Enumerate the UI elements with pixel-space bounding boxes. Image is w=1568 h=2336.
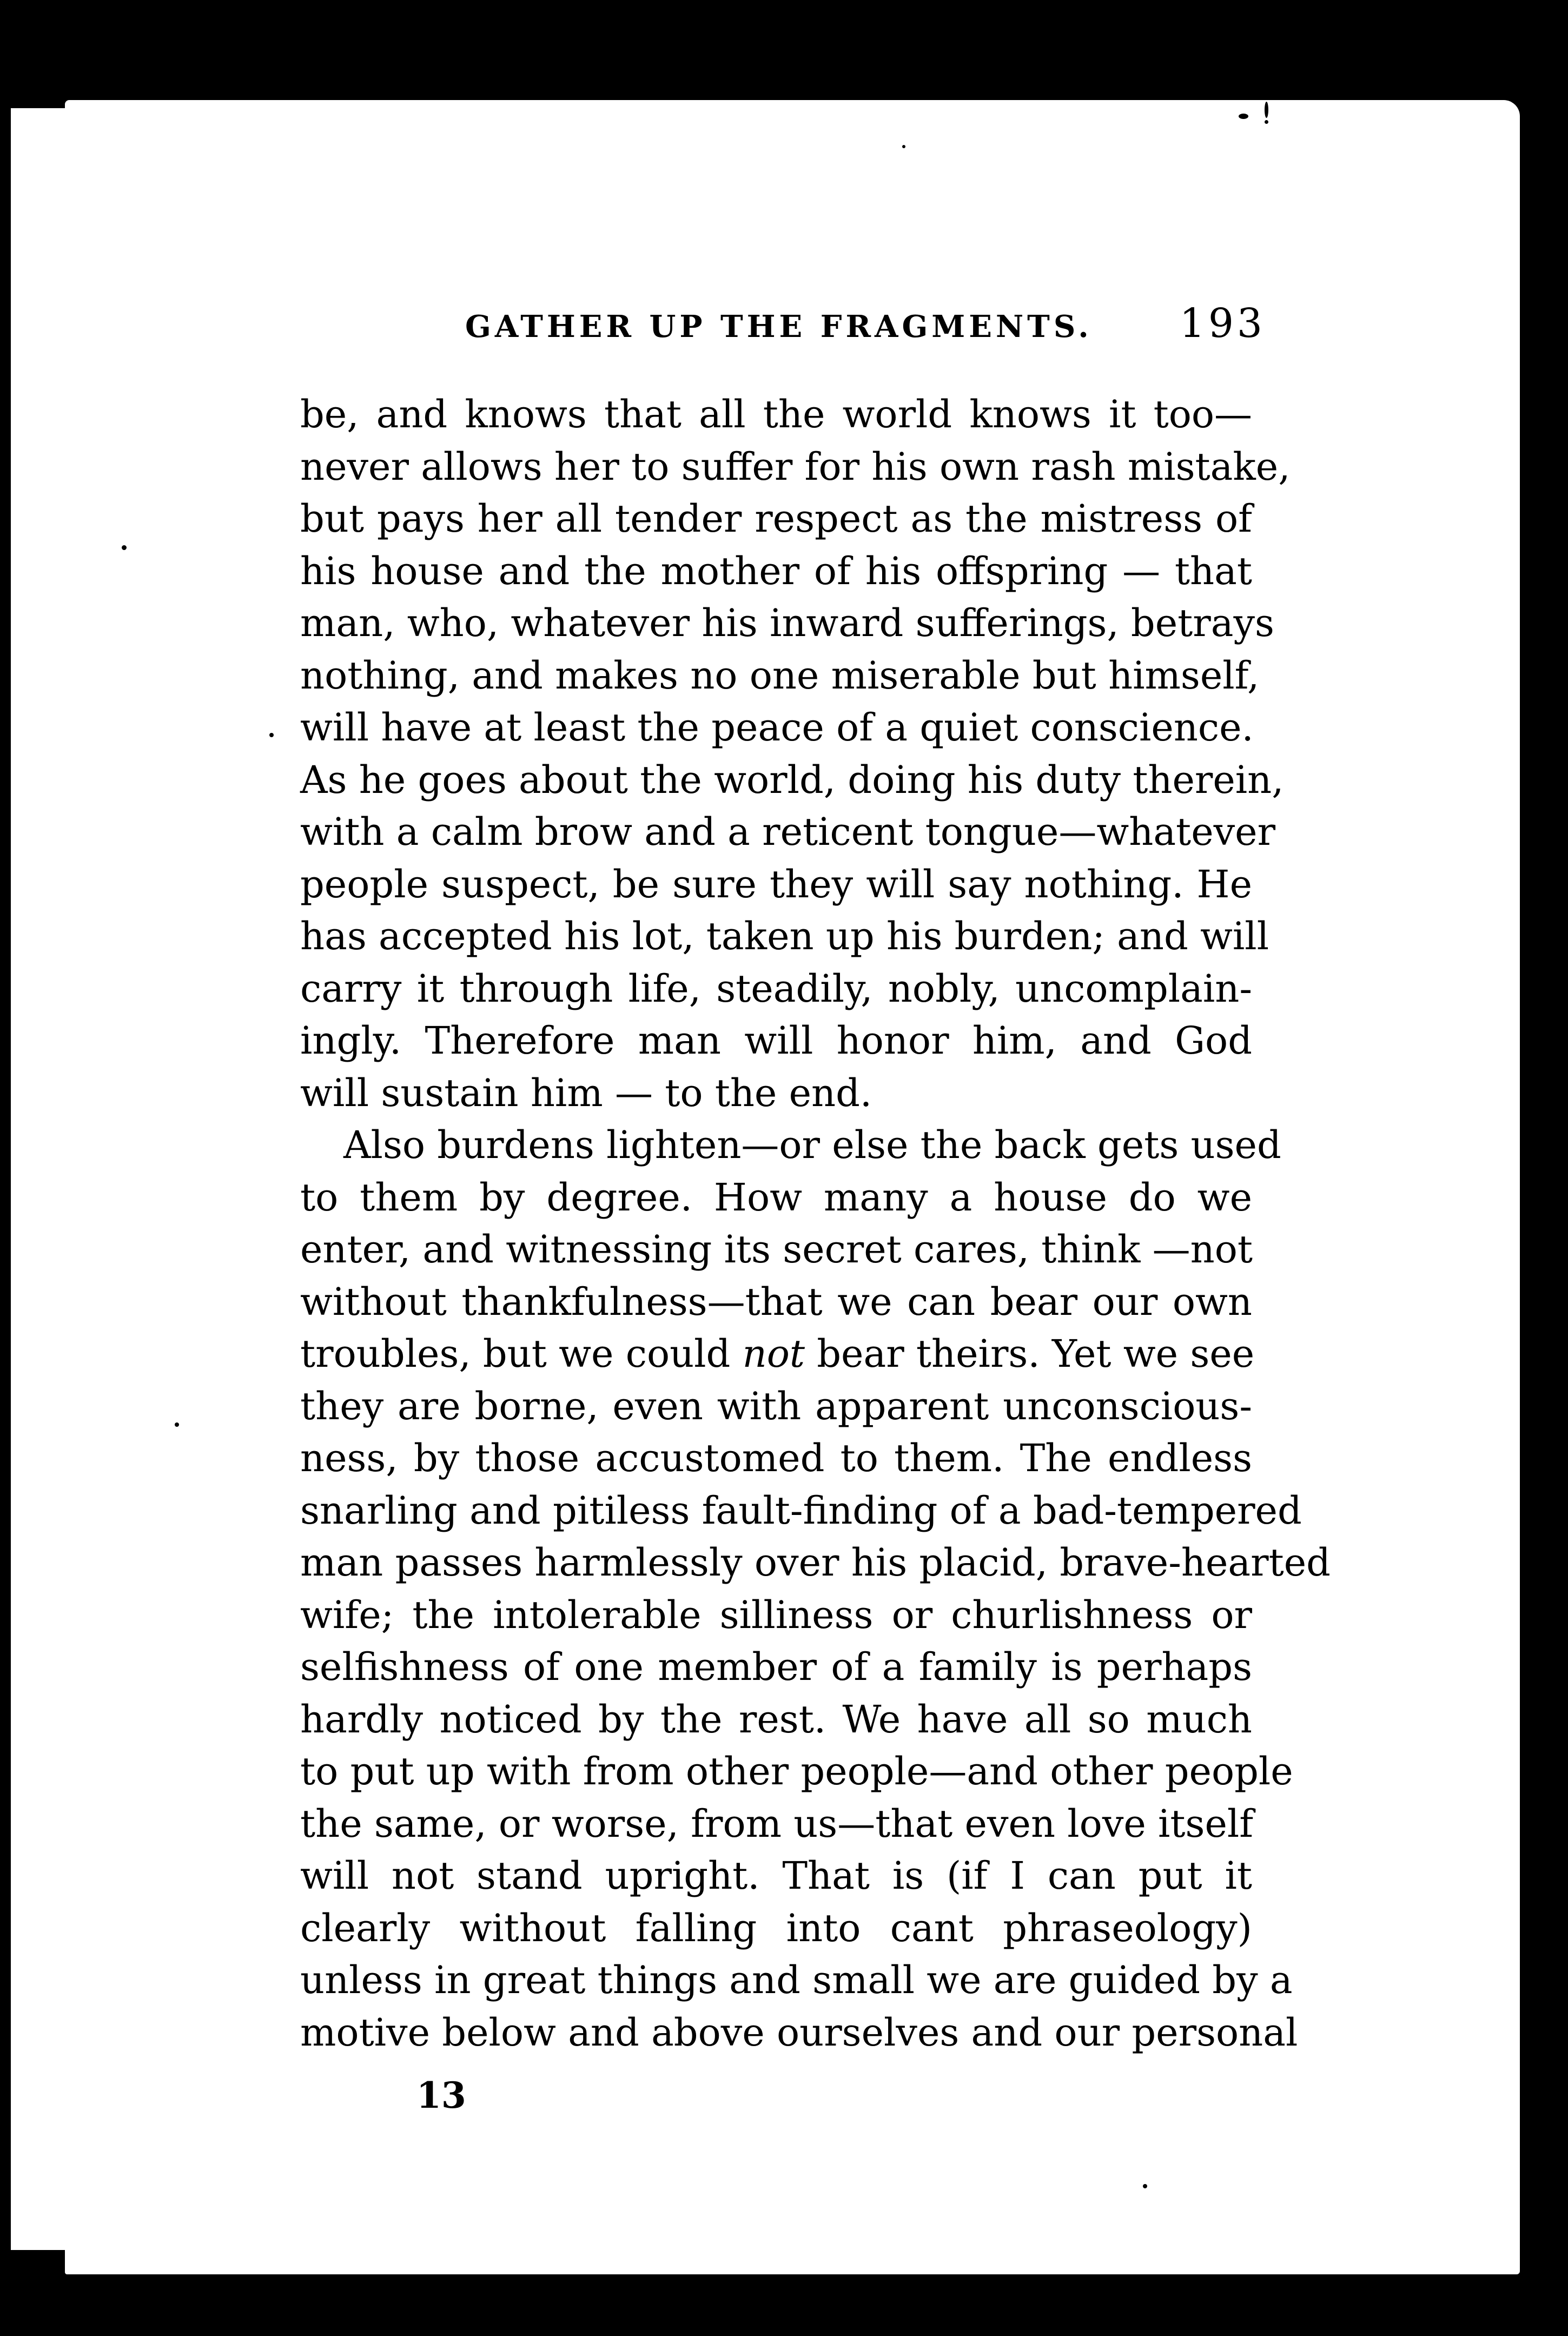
- paragraph-1: [300, 388, 1291, 1119]
- text-line: his house and the mother of his offspring — that: [300, 548, 1252, 593]
- text-line: hardly noticed by the rest. We have all so much: [300, 1697, 1252, 1742]
- running-head: [465, 300, 1266, 360]
- text-line-with-italic: [300, 1328, 1255, 1380]
- page-binding-edge: [11, 108, 65, 2250]
- text-line: motive below and above ourselves and our personal: [300, 2010, 1298, 2055]
- scan-speck: [1265, 120, 1268, 124]
- scan-speck: [1239, 114, 1248, 119]
- scan-speck: [1143, 2184, 1147, 2188]
- text-line: never allows her to suffer for his own rash mistake,: [300, 444, 1291, 489]
- text-line: wife; the intolerable silliness or churlishness or: [300, 1592, 1252, 1637]
- text-line: but pays her all tender respect as the mistress of: [300, 497, 1252, 541]
- page-number: 193: [1179, 300, 1266, 347]
- signature-mark: 13: [416, 2074, 466, 2116]
- running-title: GATHER UP THE FRAGMENTS.: [465, 309, 1093, 345]
- text-line: without thankfulness—that we can bear our own: [300, 1279, 1252, 1324]
- text-line: man passes harmlessly over his placid, brave-hearted: [300, 1540, 1331, 1585]
- text-line: clearly without falling into cant phraseology): [300, 1905, 1252, 1950]
- text-line: As he goes about the world, doing his duty therein,: [300, 757, 1284, 802]
- text-line: people suspect, be sure they will say nothing. He: [300, 862, 1252, 906]
- text-line: to them by degree. How many a house do we: [300, 1175, 1252, 1220]
- text-line: they are borne, even with apparent unconscious-: [300, 1384, 1252, 1428]
- text-line: man, who, whatever his inward sufferings, betrays: [300, 601, 1274, 645]
- text-line: will have at least the peace of a quiet conscience.: [300, 705, 1254, 750]
- text-line: Also burdens lighten—or else the back gets used: [343, 1123, 1281, 1167]
- scan-speck: [1265, 102, 1268, 118]
- text-line: be, and knows that all the world knows it too—: [300, 392, 1252, 436]
- text-line: selfishness of one member of a family is perhaps: [300, 1645, 1252, 1689]
- text-line: to put up with from other people—and other people: [300, 1749, 1293, 1794]
- body-text: [300, 388, 1331, 2059]
- scan-speck: [269, 733, 274, 737]
- text-fragment: bear theirs. Yet we see: [804, 1332, 1255, 1376]
- text-line: unless in great things and small we are guided by a: [300, 1958, 1293, 2002]
- text-fragment: troubles, but we could: [300, 1332, 743, 1376]
- text-line: ingly. Therefore man will honor him, and God: [300, 1018, 1252, 1063]
- scan-speck: [122, 545, 127, 550]
- text-line: enter, and witnessing its secret cares, think —not: [300, 1227, 1253, 1272]
- text-line: will not stand upright. That is (if I can put it: [300, 1854, 1252, 1898]
- text-line: with a calm brow and a reticent tongue—whatever: [300, 810, 1276, 854]
- paragraph-2: [300, 1119, 1331, 2059]
- scan-speck: [902, 145, 905, 148]
- text-line: nothing, and makes no one miserable but himself,: [300, 653, 1260, 698]
- italic-emphasis: not: [742, 1332, 805, 1376]
- text-line: carry it through life, steadily, nobly, uncomplain-: [300, 966, 1252, 1011]
- text-line: the same, or worse, from us—that even love itself: [300, 1801, 1254, 1846]
- text-line: will sustain him — to the end.: [300, 1070, 872, 1115]
- text-line: ness, by those accustomed to them. The endless: [300, 1436, 1252, 1480]
- scan-speck: [175, 1422, 179, 1427]
- text-line: has accepted his lot, taken up his burden; and will: [300, 914, 1269, 958]
- text-line: snarling and pitiless fault-finding of a bad-tempered: [300, 1488, 1302, 1533]
